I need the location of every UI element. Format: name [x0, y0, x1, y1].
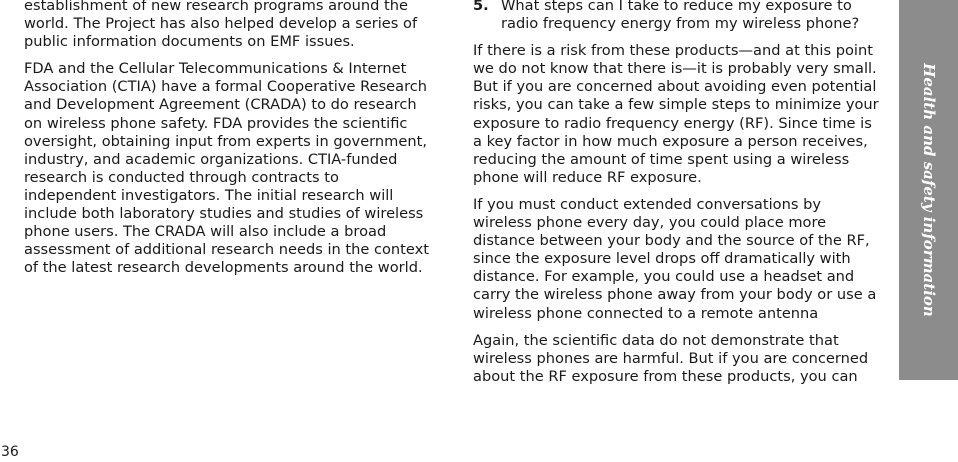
section-side-tab-label: Health and safety information — [919, 63, 938, 317]
paragraph: FDA and the Cellular Telecommunications & Internet Association (CTIA) have a formal Cooperative Research and Development Agreement (CRADA) to do research on wireless phone safety. FDA provides the scientific oversight, obtaining input from experts in government, industry, and academic organizations. CTIA-funded research is conducted through contracts to independent investigators. The initial research will include both laboratory studies and studies of wireless phone users. The CRADA will also include a broad assessment of additional research needs in the context of the latest research developments around the world. — [24, 60, 429, 277]
right-column — [473, 0, 881, 395]
page-number: 36 — [1, 444, 19, 460]
paragraph: establishment of new research programs around the world. The Project has also helped develop a series of public information documents on EMF issues. — [24, 0, 418, 51]
section-side-tab — [899, 0, 958, 380]
question-item — [473, 0, 881, 33]
paragraph: If you must conduct extended conversations by wireless phone every day, you could place more distance between your body and the source of the RF, since the exposure level drops off dramatically with distance. For example, you could use a headset and carry the wireless phone away from your body or use a wireless phone connected to a remote antenna — [473, 195, 877, 322]
paragraph: Again, the scientific data do not demonstrate that wireless phones are harmful. But if you are concerned about the RF exposure from these products, you can — [473, 331, 869, 385]
question-number: 5. — [473, 0, 489, 14]
paragraph: If there is a risk from these products—and at this point we do not know that there is—it is probably very small. But if you are concerned about avoiding even potential risks, you can take a few simple steps to minimize your exposure to radio frequency energy (RF). Since time is a key factor in how much exposure a person receives, reducing the amount of time spent using a wireless phone will reduce RF exposure. — [473, 42, 879, 186]
left-column — [24, 0, 432, 286]
question-text: What steps can I take to reduce my exposure to radio frequency energy from my wireless phone? — [501, 0, 860, 33]
